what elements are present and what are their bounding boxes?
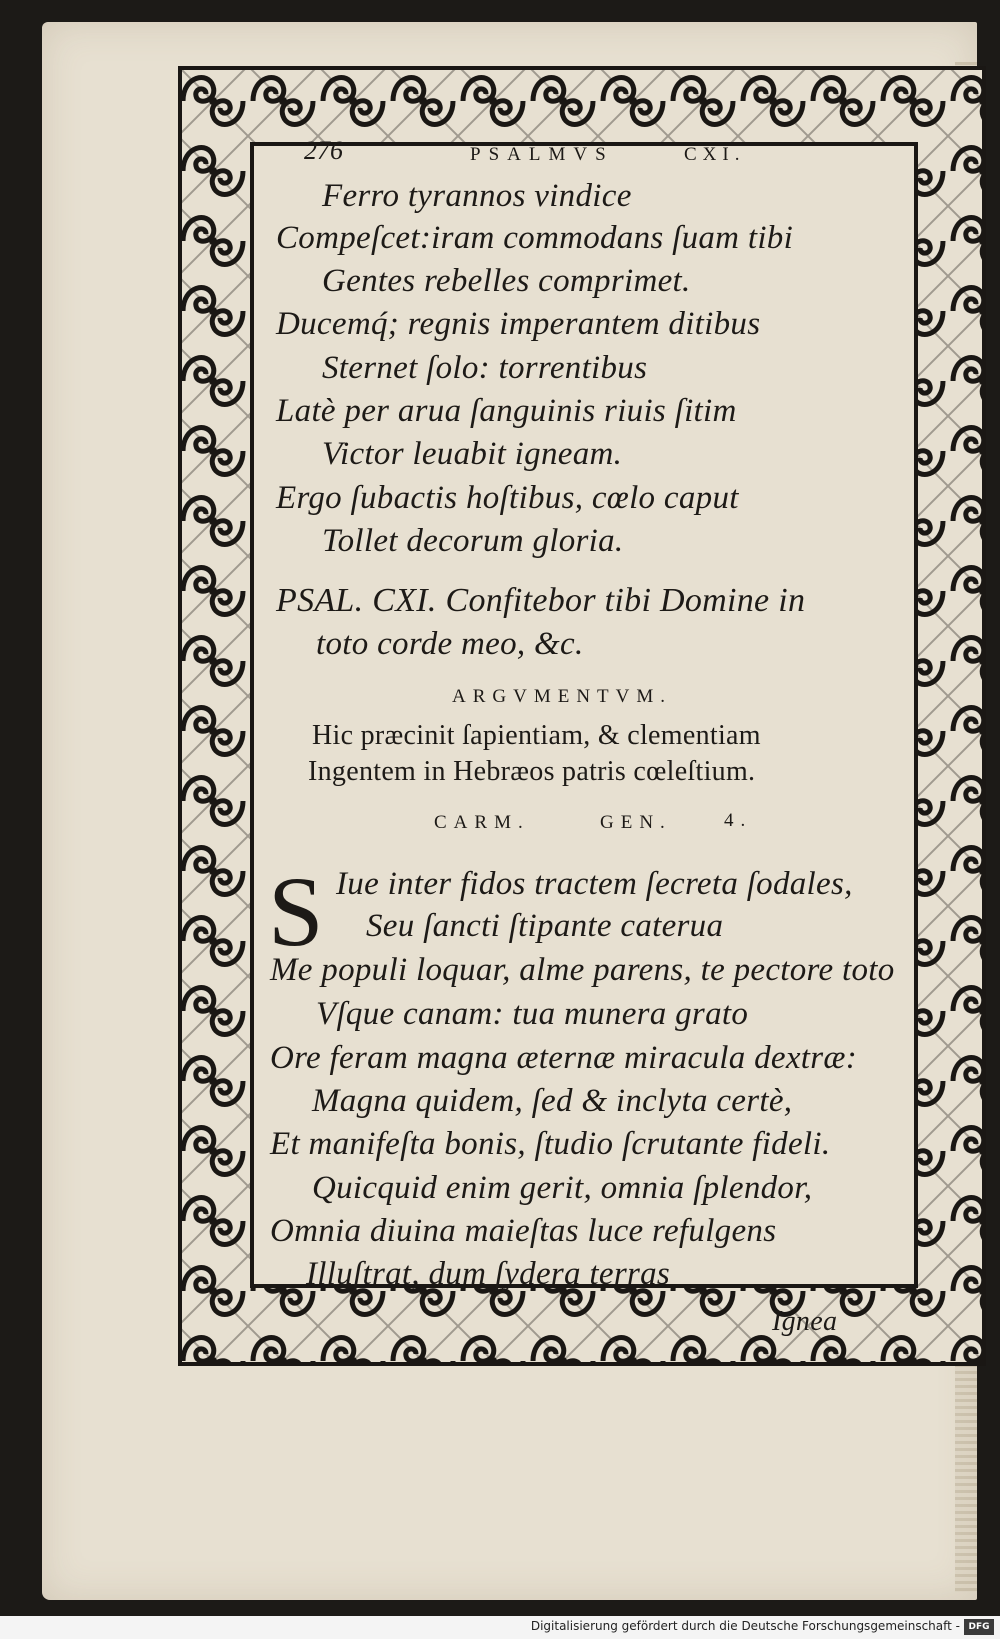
running-title: PSALMVS — [470, 144, 614, 165]
psalm-heading: PSAL. CXI. Confitebor tibi Domine in — [276, 582, 806, 619]
verse-line: Magna quidem, ſed & inclyta certè, — [312, 1083, 793, 1119]
verse-line: Tollet decorum gloria. — [322, 523, 624, 559]
catchword: Ignea — [772, 1306, 838, 1337]
verse-line: Sternet ſolo: torrentibus — [322, 350, 648, 386]
psalm-heading-cont: toto corde meo, &c. — [316, 626, 584, 662]
verse-line: Ferro tyrannos vindice — [322, 178, 632, 214]
argumentum-line: Hic præcinit ſapientiam, & clementiam — [312, 720, 761, 751]
argumentum-label: ARGVMENTVM. — [452, 686, 673, 707]
carmen-label: CARM. — [434, 812, 530, 833]
verse-line: Seu ſancti ſtipante caterua — [366, 908, 724, 944]
verse-line: Quicquid enim gerit, omnia ſplendor, — [312, 1170, 813, 1206]
verse-line: Ergo ſubactis hoſtibus, cœlo caput — [276, 480, 739, 516]
verse-line: Ore feram magna æternæ miracula dextræ: — [270, 1040, 858, 1076]
verse-line: Illuſtrat, dum ſydera terras — [306, 1256, 671, 1292]
carmen-number: 4. — [724, 810, 753, 831]
verse-line: Ducemq́; regnis imperantem ditibus — [276, 306, 761, 342]
verse-line: Me populi loquar, alme parens, te pectore toto — [270, 952, 895, 988]
verse-line: Gentes rebelles comprimet. — [322, 263, 691, 299]
verse-line: Compeſcet:iram commodans ſuam tibi — [276, 220, 794, 256]
verse-line: Iue inter fidos tractem ſecreta ſodales, — [336, 866, 853, 902]
page-number: 276 — [304, 136, 343, 165]
funding-notice: Digitalisierung gefördert durch die Deutsche Forschungsgemeinschaft - — [530, 1619, 960, 1633]
psalm-number: CXI. — [684, 144, 746, 165]
drop-capital: S — [268, 856, 324, 967]
argumentum-line: Ingentem in Hebræos patris cœleſtium. — [308, 756, 756, 787]
verse-line: Vſque canam: tua munera grato — [316, 996, 749, 1032]
verse-line: Latè per arua ſanguinis riuis ſitim — [276, 393, 737, 429]
verse-line: Et manifeſta bonis, ſtudio ſcrutante fideli. — [270, 1126, 831, 1162]
verse-line: Omnia diuina maieſtas luce refulgens — [270, 1213, 777, 1249]
dfg-logo: DFG — [964, 1619, 994, 1635]
verse-line: Victor leuabit igneam. — [322, 436, 623, 472]
carmen-genre: GEN. — [600, 812, 672, 833]
digitization-footer — [0, 1616, 1000, 1639]
